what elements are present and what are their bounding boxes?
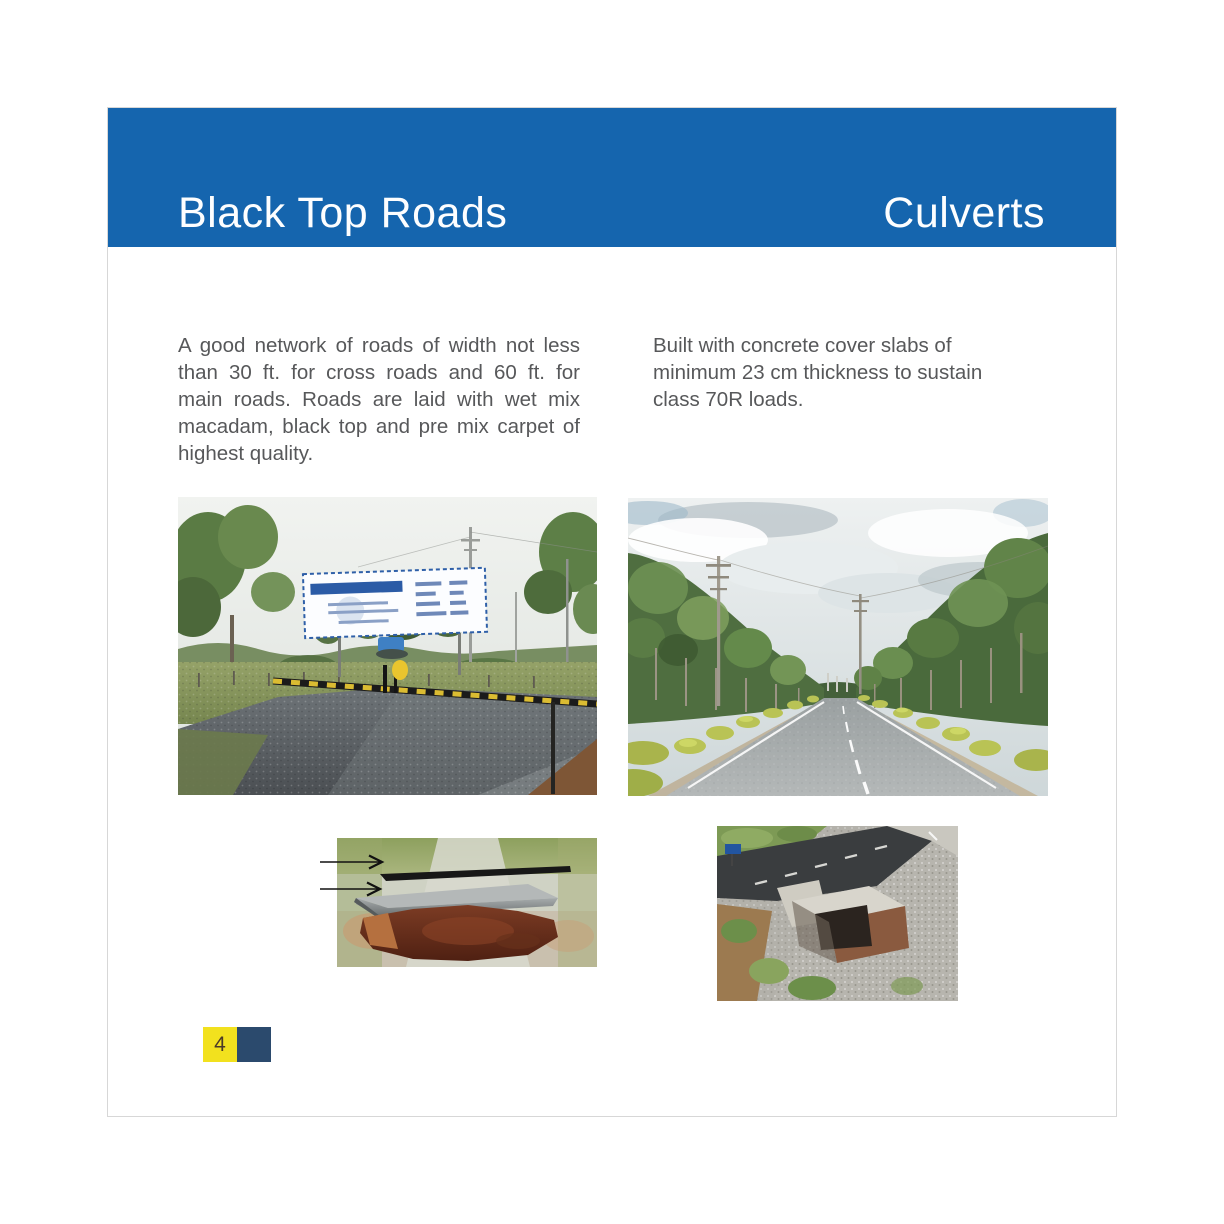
project-signboard	[303, 568, 487, 638]
page-number-accent-block	[237, 1027, 271, 1062]
culvert-photo	[717, 826, 958, 1001]
road-layers-illustration	[318, 836, 598, 968]
page-number-badge: 4	[203, 1027, 237, 1062]
small-road-sign	[725, 844, 741, 854]
main-road-illustration	[628, 498, 1048, 796]
page-container	[107, 107, 1117, 1117]
culvert-illustration	[717, 826, 958, 1001]
black-top-roads-paragraph: A good network of roads of width not less than 30 ft. for cross roads and 60 ft. for main roads. Roads are laid with wet mix macadam, black top and pre mix carpet of highest quality.	[178, 334, 580, 465]
culverts-paragraph: Built with concrete cover slabs of minimum 23 cm thickness to sustain class 70R loads.	[653, 334, 983, 411]
road-entrance-photo	[178, 497, 597, 795]
page-title-culverts: Culverts	[883, 189, 1045, 237]
page-title-black-top-roads: Black Top Roads	[178, 189, 508, 237]
road-layers-photo	[318, 836, 598, 968]
main-road-photo	[628, 498, 1048, 796]
road-entrance-illustration	[178, 497, 597, 795]
page-number-group	[203, 1027, 271, 1062]
header-band	[108, 108, 1116, 247]
